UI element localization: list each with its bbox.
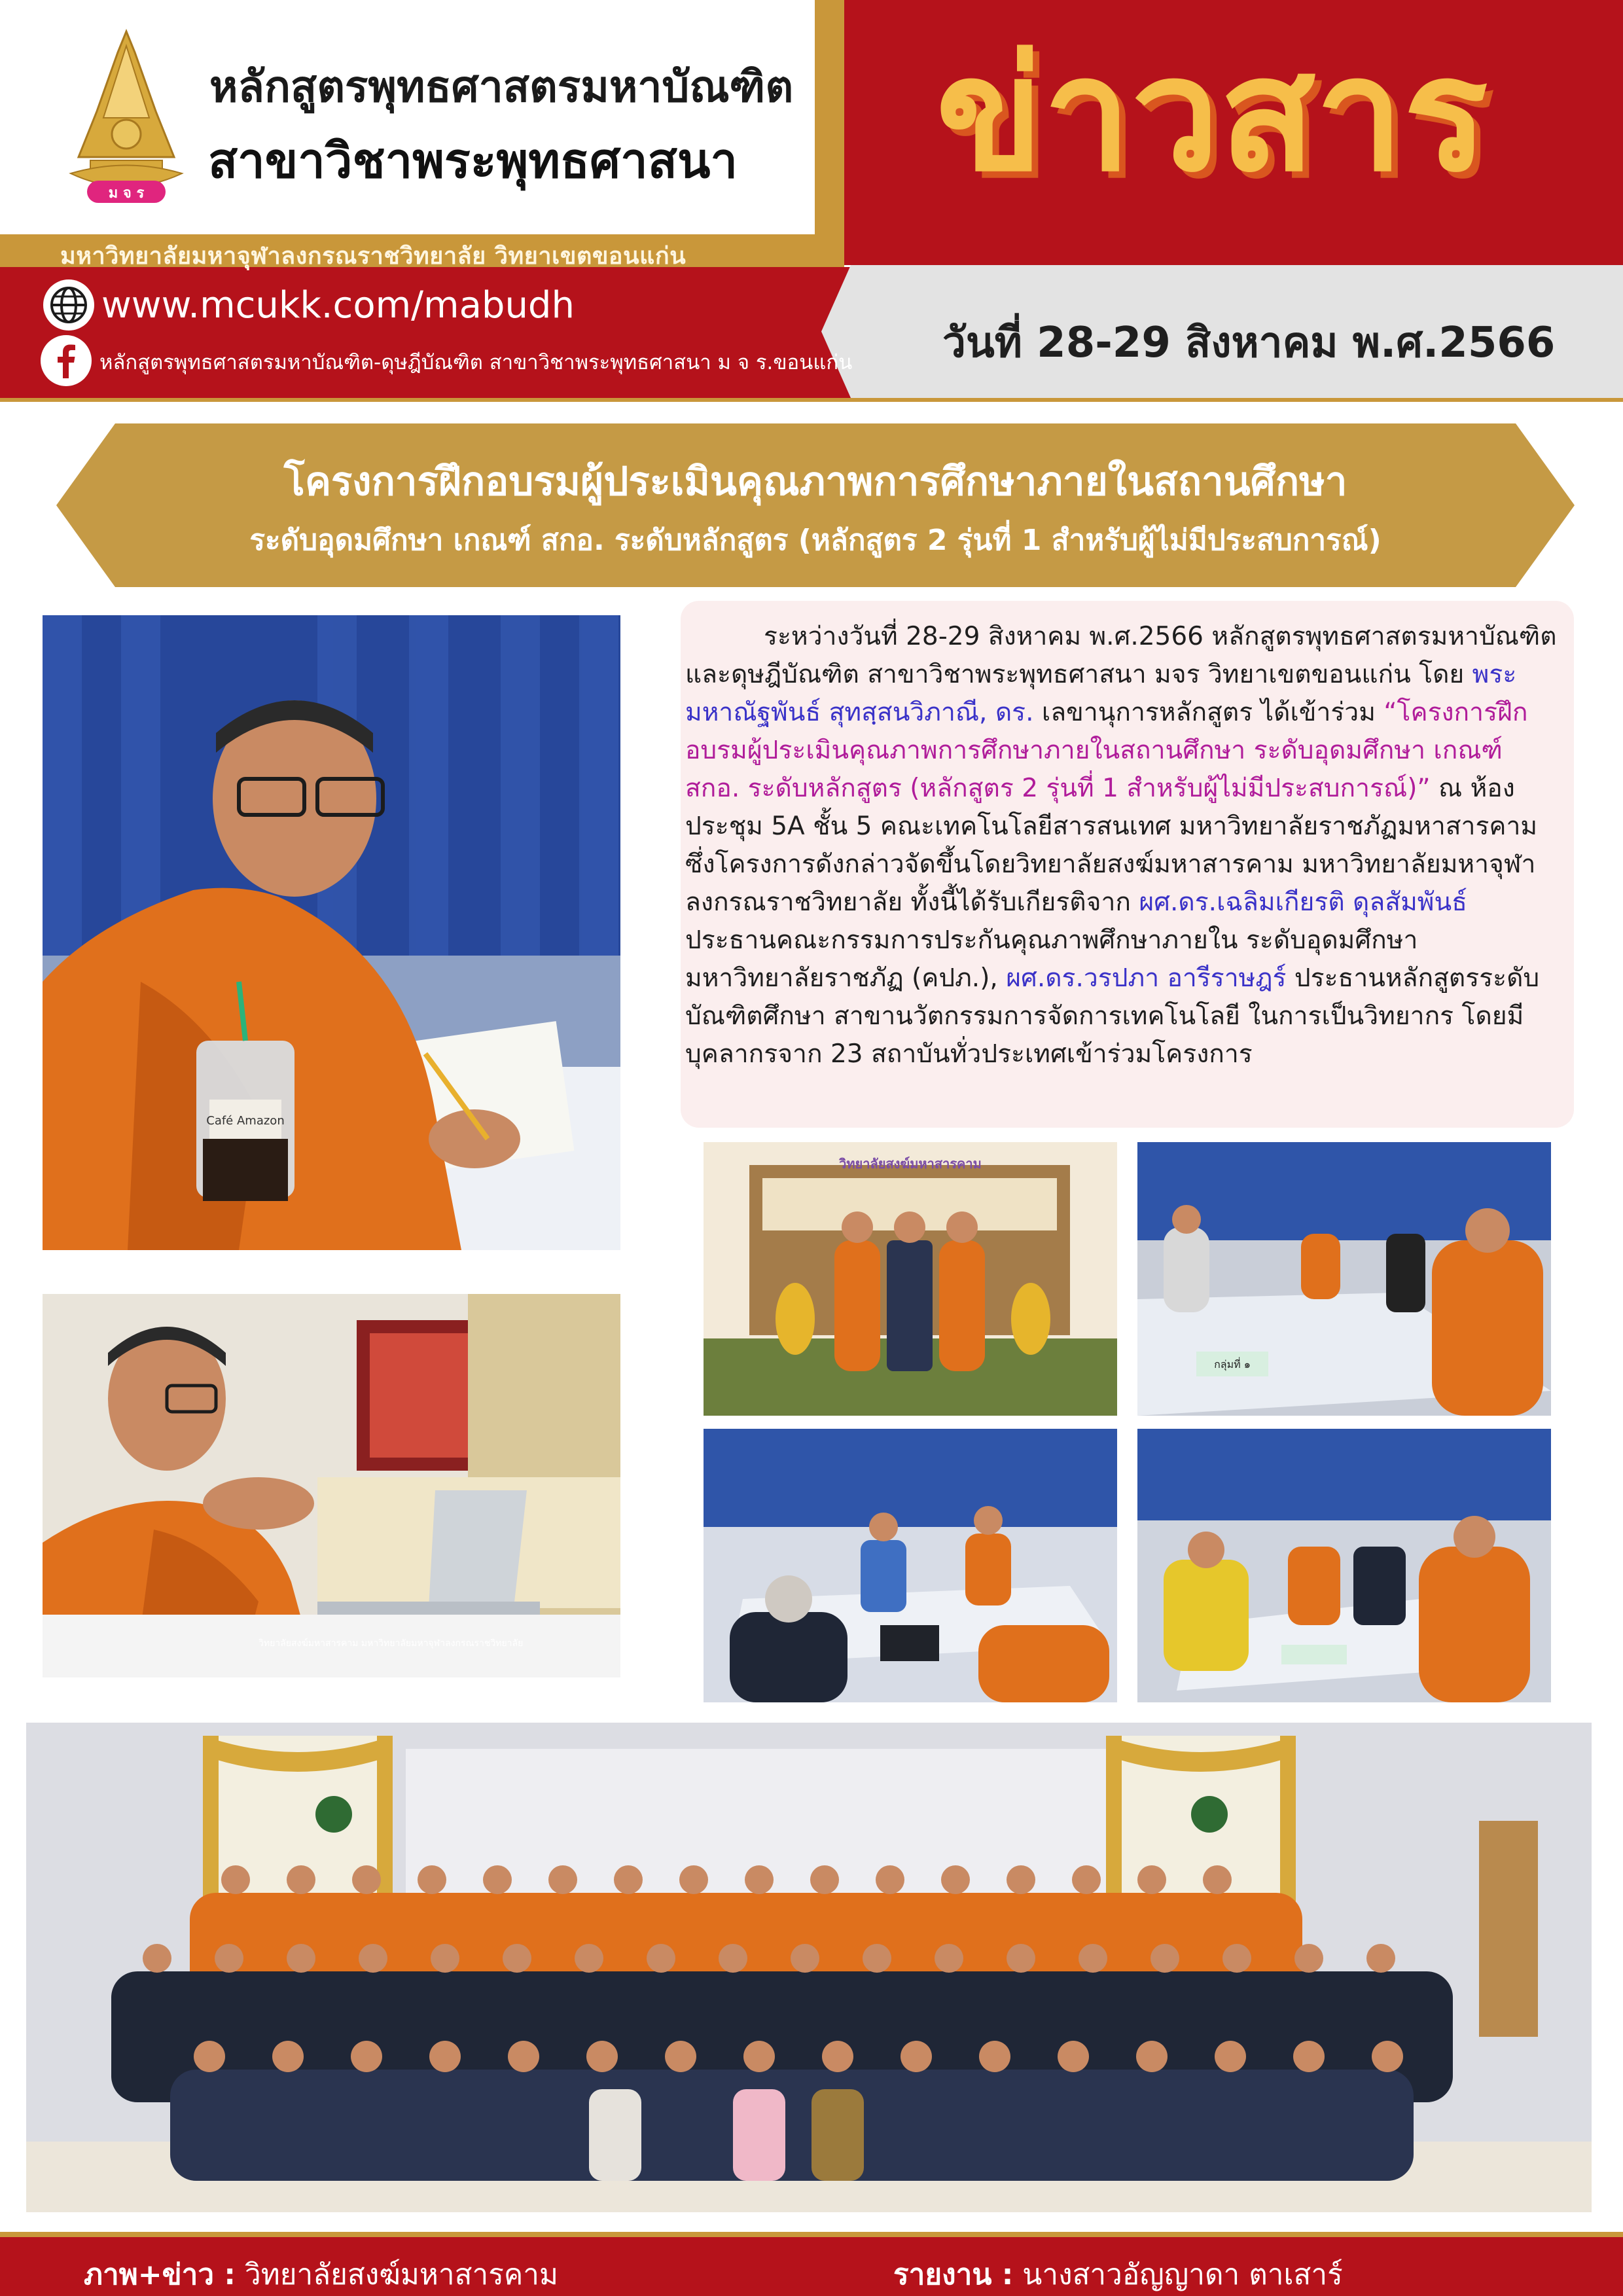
article-text: ระหว่างวันที่ 28-29 สิงหาคม พ.ศ.2566 หลักสูตรพุทธศาสตรมหาบัณฑิตและดุษฎีบัณฑิต สาขาวิชาพระพุทธศาสนา มจร วิทยาเขตขอนแก่น โดย (685, 622, 1557, 689)
photo-credit (84, 2251, 558, 2296)
header-gold-divider (815, 0, 844, 267)
secretary-name: พระมหาณัฐพันธ์ สุทสฺสนวิภาณี, ดร. (685, 660, 1517, 727)
photo-group-portrait (26, 1723, 1592, 2212)
article-body (681, 601, 1574, 1128)
header-divider-line (0, 398, 1623, 402)
photo-seminar-tables (1137, 1142, 1551, 1416)
mcu-emblem-logo (58, 26, 195, 209)
table-sign: กลุ่มที่ ๑ (1214, 1358, 1251, 1371)
photo-monk-writing (43, 615, 620, 1250)
newsletter-title: ข่าวสาร (936, 23, 1488, 206)
photo-backdrop-group (704, 1142, 1117, 1416)
article-text: ณ ห้องประชุม 5A ชั้น 5 คณะเทคโนโลยีสารสนเทศ มหาวิทยาลัยราชภัฏมหาสารคาม ซึ่งโครงการดังกล่าวจัดขึ้นโดยวิทยาลัยสงฆ์มหาสารคาม มหาวิทยาลัยมหาจุฬาลงกรณราชวิทยาลัย ทั้งนี้ได้รับเกียรติจาก (685, 774, 1538, 917)
emblem-label: ม จ ร (108, 185, 145, 202)
photo-monk-laptop (43, 1294, 620, 1677)
article-text: ประธานคณะกรรมการประกันคุณภาพศึกษาภายใน ระดับอุดมศึกษา มหาวิทยาลัยราชภัฏ (คปภ.), (685, 925, 1418, 993)
facebook-icon (41, 335, 92, 386)
website-link[interactable]: www.mcukk.com/mabudh (101, 284, 575, 327)
university-strip (0, 234, 844, 270)
article-text: เลขานุการหลักสูตร ได้เข้าร่วม (1033, 698, 1384, 727)
photo-participants-laptops (704, 1429, 1117, 1702)
report-credit (893, 2251, 1343, 2296)
report-credit-label: รายงาน : (893, 2258, 1014, 2291)
photo-credit-label: ภาพ+ข่าว : (84, 2258, 236, 2291)
event-date: วันที่ 28-29 สิงหาคม พ.ศ.2566 (942, 319, 1556, 367)
article-paragraph (685, 618, 1557, 1073)
banner-subtitle: ระดับอุดมศึกษา เกณฑ์ สกอ. ระดับหลักสูตร (หลักสูตร 2 รุ่นที่ 1 สำหรับผู้ไม่มีประสบการณ์) (249, 524, 1382, 557)
speaker-name-1: ผศ.ดร.เฉลิมเกียรติ ดุลสัมพันธ์ (1139, 888, 1467, 917)
facebook-page-link[interactable]: หลักสูตรพุทธศาสตรมหาบัณฑิต-ดุษฎีบัณฑิต สาขาวิชาพระพุทธศาสนา ม จ ร.ขอนแก่น (99, 351, 853, 374)
backdrop-title: วิทยาลัยสงฆ์มหาสารคาม (839, 1156, 982, 1172)
major-name: สาขาวิชาพระพุทธศาสนา (208, 133, 738, 189)
cup-label: Café Amazon (206, 1114, 285, 1128)
article-text: ประธานหลักสูตรระดับบัณฑิตศึกษา สาขานวัตกรรมการจัดการเทคโนโลยี ในการเป็นวิทยากร โดยมีบุคลากรจาก 23 สถาบันทั่วประเทศเข้าร่วมโครงการ (685, 963, 1540, 1069)
banner-title: โครงการฝึกอบรมผู้ประเมินคุณภาพการศึกษาภายในสถานศึกษา (283, 459, 1347, 505)
footer-gold-line (0, 2232, 1623, 2237)
globe-icon (43, 279, 94, 331)
speaker-name-2: ผศ.ดร.วรปภา อารีราษฎร์ (1006, 963, 1287, 993)
university-name: มหาวิทยาลัยมหาจุฬาลงกรณราชวิทยาลัย วิทยาเขตขอนแก่น (60, 243, 687, 270)
report-credit-value: นางสาวอัญญาดา ตาเสาร์ (1013, 2258, 1343, 2291)
photo-group-discussion (1137, 1429, 1551, 1702)
project-name: “โครงการฝึกอบรมผู้ประเมินคุณภาพการศึกษาภายในสถานศึกษา ระดับอุดมศึกษา เกณฑ์ สกอ. ระดับหลักสูตร (หลักสูตร 2 รุ่นที่ 1 สำหรับผู้ไม่มีประสบการณ์)” (685, 698, 1528, 803)
photo-credit-value: วิทยาลัยสงฆ์มหาสารคาม (236, 2258, 558, 2291)
program-name: หลักสูตรพุทธศาสตรมหาบัณฑิต (209, 62, 794, 112)
photo-watermark: วิทยาลัยสงฆ์มหาสารคาม มหาวิทยาลัยมหาจุฬาลงกรณราชวิทยาลัย (259, 1638, 524, 1649)
